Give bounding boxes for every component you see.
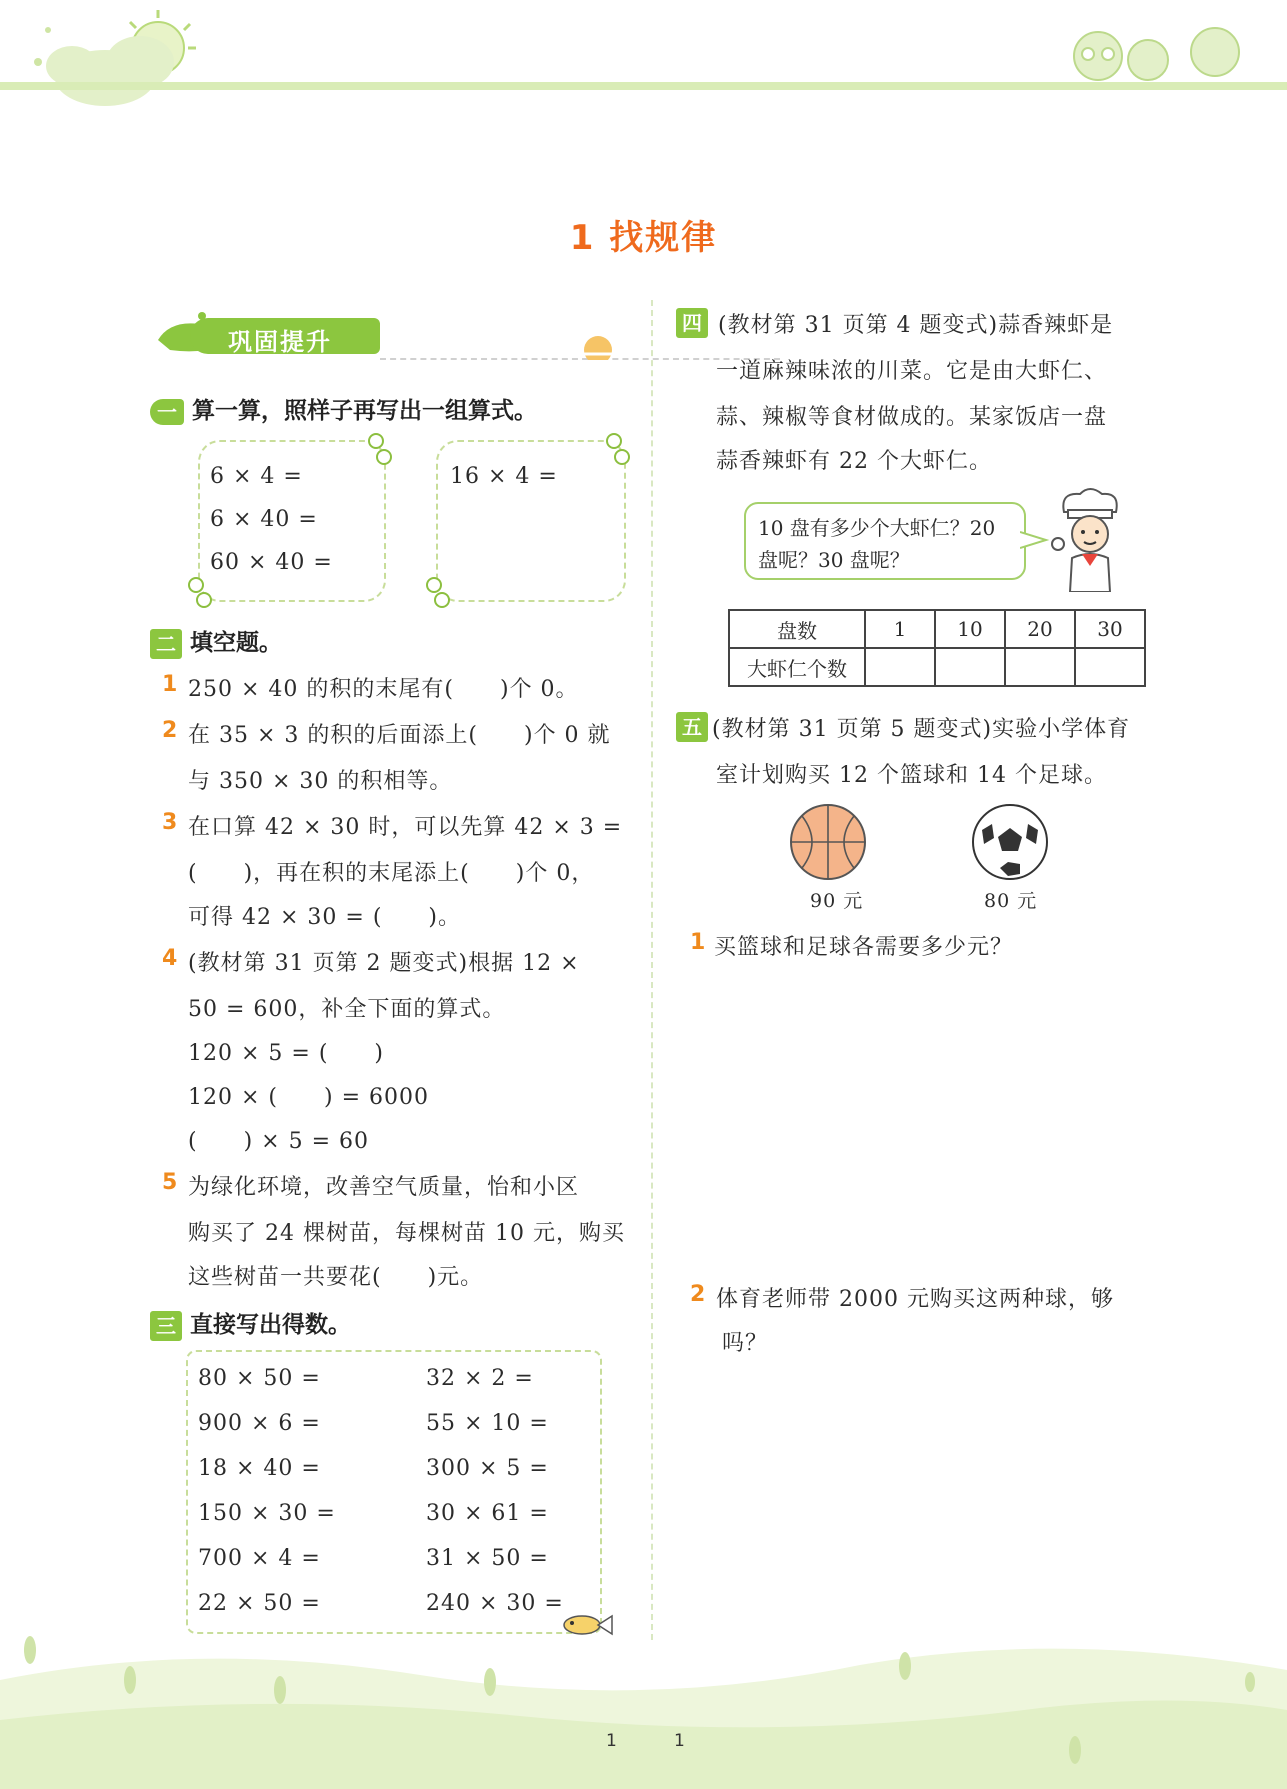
page-number-right: 1 bbox=[674, 1731, 685, 1751]
ring-icon bbox=[188, 577, 204, 593]
section-banner bbox=[150, 310, 630, 360]
fill-q3-line1: 在口算 42 × 30 时，可以先算 42 × 3 = bbox=[188, 815, 623, 840]
table-cell: 30 bbox=[1075, 610, 1145, 648]
answer-cell[interactable] bbox=[865, 648, 935, 686]
header-band bbox=[0, 82, 1287, 90]
answer-area-2[interactable] bbox=[714, 1370, 1164, 1620]
speech-bubble-text: 10 盘有多少个大虾仁？20 盘呢？30 盘呢？ bbox=[758, 516, 996, 572]
header-decoration bbox=[0, 0, 1287, 120]
fill-q4-line1: (教材第 31 页第 2 题变式)根据 12 × bbox=[188, 951, 580, 976]
ring-icon bbox=[434, 592, 450, 608]
sunset-icon bbox=[570, 326, 630, 360]
fill-q5-line3[interactable]: 这些树苗一共要花( )元。 bbox=[188, 1265, 484, 1290]
ring-icon bbox=[368, 433, 384, 449]
football-price: 80 元 bbox=[984, 890, 1038, 912]
basketball-icon bbox=[788, 802, 868, 882]
section-5-text: 室计划购买 12 个篮球和 14 个足球。 bbox=[716, 763, 1107, 788]
section-4-text: 一道麻辣味浓的川菜。它是由大虾仁、 bbox=[716, 359, 1108, 384]
answer-cell[interactable] bbox=[935, 648, 1005, 686]
fill-q2-line1[interactable]: 在 35 × 3 的积的后面添上( )个 0 就 bbox=[188, 723, 611, 748]
question-number: 3 bbox=[162, 810, 178, 835]
oral-calc-right[interactable]: 32 × 2 = bbox=[426, 1366, 534, 1391]
ring-icon bbox=[196, 592, 212, 608]
section-2-heading: 二 填空题。 bbox=[150, 624, 282, 659]
oral-calc-right[interactable]: 300 × 5 = bbox=[426, 1456, 549, 1481]
fill-q4-line2: 50 = 600，补全下面的算式。 bbox=[188, 997, 506, 1022]
section-1-badge: 一 bbox=[150, 399, 184, 425]
calc-1-line: 6 × 4 = bbox=[210, 464, 303, 489]
animal-mascots-icon bbox=[1074, 28, 1239, 80]
section-3-heading: 三 直接写出得数。 bbox=[150, 1306, 351, 1341]
table-row bbox=[729, 648, 1145, 686]
oral-calc-right[interactable]: 55 × 10 = bbox=[426, 1411, 549, 1436]
basketball-price: 90 元 bbox=[810, 890, 864, 912]
bubble-tail bbox=[1020, 530, 1050, 550]
fill-q3-line2[interactable]: ( )，再在积的末尾添上( )个 0， bbox=[188, 861, 595, 886]
oral-calc-left[interactable]: 700 × 4 = bbox=[198, 1546, 321, 1571]
oral-calc-left[interactable]: 80 × 50 = bbox=[198, 1366, 321, 1391]
answer-cell[interactable] bbox=[1075, 648, 1145, 686]
ring-icon bbox=[376, 449, 392, 465]
calc-2-line: 16 × 4 = bbox=[450, 464, 558, 489]
section-3-badge: 三 bbox=[150, 1311, 182, 1341]
fill-q1[interactable]: 250 × 40 的积的末尾有( )个 0。 bbox=[188, 677, 579, 702]
chef-icon bbox=[1050, 486, 1130, 592]
section-4-text: 蒜香辣虾有 22 个大虾仁。 bbox=[716, 449, 992, 474]
column-divider bbox=[651, 300, 653, 1640]
fill-q5-line2: 购买了 24 棵树苗，每棵树苗 10 元，购买 bbox=[188, 1221, 625, 1246]
ring-icon bbox=[614, 449, 630, 465]
question-number: 2 bbox=[690, 1282, 706, 1307]
fill-q4-eq3[interactable]: ( ) × 5 = 60 bbox=[188, 1129, 369, 1154]
page-number-left: 1 bbox=[606, 1731, 617, 1751]
hills-decoration bbox=[0, 1620, 1287, 1789]
question-number: 5 bbox=[162, 1170, 178, 1195]
question-number: 1 bbox=[162, 672, 178, 697]
table-row bbox=[729, 610, 1145, 648]
section-4-badge-wrap bbox=[676, 308, 716, 338]
section-5-badge: 五 bbox=[676, 712, 708, 742]
oral-calc-left[interactable]: 150 × 30 = bbox=[198, 1501, 336, 1526]
oral-calc-right[interactable]: 31 × 50 = bbox=[426, 1546, 549, 1571]
answer-cell[interactable] bbox=[1005, 648, 1075, 686]
section-4-text: 蒜、辣椒等食材做成的。某家饭店一盘 bbox=[716, 405, 1108, 430]
fill-q2-line2: 与 350 × 30 的积相等。 bbox=[188, 769, 453, 794]
fill-q4-eq1[interactable]: 120 × 5 = ( ) bbox=[188, 1041, 384, 1066]
section-1-heading: 一 算一算，照样子再写出一组算式。 bbox=[150, 392, 537, 425]
question-number: 2 bbox=[162, 718, 178, 743]
fill-q5-line1: 为绿化环境，改善空气质量，怡和小区 bbox=[188, 1175, 580, 1200]
fill-q3-line3[interactable]: 可得 42 × 30 = ( )。 bbox=[188, 905, 461, 930]
word-problem-2-line1: 体育老师带 2000 元购买这两种球，够 bbox=[716, 1287, 1114, 1312]
section-5-text: (教材第 31 页第 5 题变式)实验小学体育 bbox=[712, 717, 1131, 742]
ring-icon bbox=[606, 433, 622, 449]
section-2-badge: 二 bbox=[150, 629, 182, 659]
shrimp-table bbox=[728, 609, 1146, 687]
fill-q4-eq2[interactable]: 120 × ( ) = 6000 bbox=[188, 1085, 429, 1110]
section-4-badge: 四 bbox=[676, 308, 708, 338]
banner-label: 巩固提升 bbox=[228, 328, 332, 356]
question-number: 1 bbox=[690, 930, 706, 955]
table-cell: 盘数 bbox=[729, 610, 865, 648]
table-cell: 大虾仁个数 bbox=[729, 648, 865, 686]
section-4-text: (教材第 31 页第 4 题变式)蒜香辣虾是 bbox=[718, 313, 1114, 338]
speech-bubble bbox=[744, 502, 1026, 580]
oral-calc-right[interactable]: 240 × 30 = bbox=[426, 1591, 564, 1616]
question-number: 4 bbox=[162, 946, 178, 971]
table-cell: 20 bbox=[1005, 610, 1075, 648]
calc-1-line: 60 × 40 = bbox=[210, 550, 333, 575]
oral-calc-right[interactable]: 30 × 61 = bbox=[426, 1501, 549, 1526]
page-title: 1 找规律 bbox=[569, 218, 718, 258]
calc-1-line: 6 × 40 = bbox=[210, 507, 318, 532]
section-5-badge-wrap bbox=[676, 712, 716, 742]
table-cell: 10 bbox=[935, 610, 1005, 648]
cloud-icon bbox=[46, 36, 174, 106]
word-problem-1: 买篮球和足球各需要多少元？ bbox=[714, 935, 1014, 960]
table-cell: 1 bbox=[865, 610, 935, 648]
word-problem-2-line2: 吗？ bbox=[722, 1331, 769, 1356]
oral-calc-left[interactable]: 900 × 6 = bbox=[198, 1411, 321, 1436]
oral-calc-left[interactable]: 22 × 50 = bbox=[198, 1591, 321, 1616]
answer-area-1[interactable] bbox=[714, 970, 1164, 1250]
ring-icon bbox=[426, 577, 442, 593]
football-icon bbox=[970, 802, 1050, 882]
oral-calc-left[interactable]: 18 × 40 = bbox=[198, 1456, 321, 1481]
